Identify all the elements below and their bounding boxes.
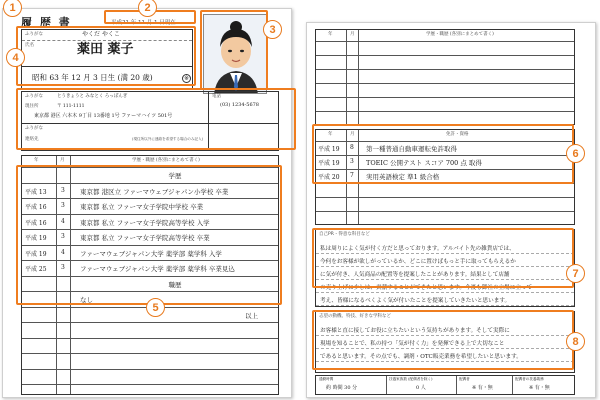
history-row-month: 3 (61, 202, 65, 209)
commute-value: 約 時間 30 分 (326, 385, 358, 391)
history-row-year: 平成 13 (25, 188, 47, 196)
callout-4: 4 (6, 48, 25, 67)
furigana-label: ふりがな (25, 32, 43, 37)
name-value: 薬田 薬子 (77, 42, 134, 57)
highlight-self-pr (312, 228, 574, 288)
self-pr-line: 考え、皆様になるべくよく気が付いたことを提案していきたいと思います。 (320, 298, 511, 304)
license-month: 7 (350, 172, 354, 179)
history-row-text: 学歴 (168, 172, 182, 180)
phone-label: 電話 (212, 94, 221, 99)
self-pr-line: に気が付き、人気商品の配置等を提案したことがあります。結果として店舗 (320, 272, 510, 278)
self-pr-line: の売り上げに少しは、貢献することができたと思います。今後も御社の立場に立って (320, 285, 533, 291)
spouse-duty-value: ※ 有・無 (529, 385, 550, 391)
history-row-text: 職歴 (168, 280, 182, 289)
self-pr-rule (316, 305, 574, 306)
highlight-licenses (312, 124, 574, 184)
zip-code: 〒 111-1111 (57, 104, 85, 109)
continuation-row-line (316, 69, 574, 70)
license-text: TOEIC 公開テスト スコア 700 点 取得 (366, 159, 482, 167)
license-row-line (316, 211, 574, 212)
history-row-month: 4 (61, 217, 65, 225)
self-pr-line: 今何をお客様が欲しがっているか、どこに置けばもっと手に取ってもらえるか (320, 259, 516, 265)
history-row-year: 平成 25 (25, 266, 47, 273)
callout-5: 5 (146, 298, 165, 317)
highlight-name (16, 26, 196, 86)
address-label: 現住所 (25, 104, 39, 109)
history-continuation-table (315, 29, 575, 125)
history-row-text: 東京都 私立 ファーマ女子学院高等学校 卒業 (80, 234, 210, 242)
callout-8: 8 (566, 332, 585, 351)
continuation-row-line (316, 41, 574, 42)
license-header-year: 年 (328, 132, 333, 137)
spouse-duty-label: 配偶者の扶養義務 (515, 377, 544, 381)
history-row-text: ファーマウェブジャパン大学 薬学部 薬学科 卒業見込 (80, 265, 235, 273)
history-row-month: 3 (61, 186, 65, 194)
dependents-value: 0 人 (416, 385, 426, 391)
license-header-month: 月 (350, 132, 355, 137)
self-pr-label: 自己PR・得意な科目など (319, 232, 370, 237)
motive-line: お客様と直に接してお役に立ちたいという気持ちがあります。そして実際に (320, 328, 510, 334)
spouse-value: ※ 有・無 (472, 385, 493, 391)
history-row-text: 東京都 私立 ファーマ女子学院中学校 卒業 (80, 203, 204, 211)
highlight-history (16, 165, 282, 305)
history-row-text: 東京都 私立 ファーマ女子学院高等学校 入学 (80, 218, 210, 227)
motive-line: 現場を知ることで、私の持つ「気が付く力」を発揮できる上で大切なこと (320, 341, 505, 347)
history-row-text: 以上 (245, 311, 258, 320)
history-row-line (22, 322, 278, 323)
highlight-motive (312, 310, 574, 370)
history-row-text: なし (80, 296, 93, 304)
license-month: 3 (350, 158, 354, 165)
motive-label: 志望の動機、特技、好きな学科など (319, 314, 391, 319)
birth-date: 昭和 63 年 12 月 3 日生 (満 20 歳) (32, 73, 153, 82)
license-text: 実用英語検定 準1 級合格 (366, 173, 440, 181)
license-text: 第一種普通自動車運転免許取得 (366, 145, 457, 153)
self-pr-line: 私は周りによく気が付く方だと思っております。アルバイト先の雑貨店では、 (320, 246, 515, 252)
history-header-month: 月 (60, 158, 65, 163)
date-text: 平成21 年 11 月 1 日現在 (111, 20, 176, 26)
name-kana: やくだ やくこ (82, 31, 120, 38)
name-label: 氏名 (25, 43, 34, 48)
continuation-row-line (316, 83, 574, 84)
resume-title: 履 歴 書 (21, 16, 72, 29)
continuation-header-year: 年 (328, 32, 333, 37)
continuation-row-line (316, 97, 574, 98)
history-row-year: 平成 16 (25, 219, 47, 227)
history-row-year: 平成 16 (25, 204, 47, 211)
callout-2: 2 (138, 0, 157, 17)
motive-line: であると思います。その点でも、調剤・OTC販売業務を希望したいと思います。 (320, 354, 522, 360)
history-header-body: 学歴・職歴 (各別にまとめて書く) (132, 158, 200, 163)
history-row-month: 4 (61, 248, 65, 256)
history-row-line (22, 353, 278, 354)
address-kana: とうきょうと みなとく ろっぽんぎ (57, 94, 128, 99)
callout-6: 6 (566, 144, 585, 163)
self-pr-rule (316, 292, 574, 293)
address-furigana-label: ふりがな (25, 94, 43, 99)
dependents-label: 扶養家族数 (配偶者を除く) (389, 377, 433, 381)
spouse-label: 配偶者 (459, 377, 470, 381)
license-year: 平成 19 (318, 160, 340, 167)
continuation-header-month: 月 (350, 32, 355, 37)
commute-label: 通勤時間 (319, 377, 334, 381)
license-year: 平成 19 (318, 146, 340, 153)
callout-1: 1 (3, 0, 22, 17)
history-row-text: 東京都 港区立 ファーマウェブジャパン小学校 卒業 (80, 187, 229, 196)
continuation-row-line (316, 55, 574, 56)
history-header-year: 年 (34, 158, 39, 163)
history-row-year: 平成 19 (25, 235, 47, 242)
continuation-header-body: 学歴・職歴 (各別にまとめて書く) (426, 32, 494, 37)
license-row-line (316, 197, 574, 198)
history-row-month: 3 (61, 233, 65, 240)
highlight-address (16, 88, 296, 150)
license-header-body: 免許・資格 (446, 132, 469, 137)
contact-label: 連絡先 (25, 137, 39, 142)
license-month: 8 (350, 144, 354, 151)
history-row-month: 3 (61, 264, 65, 271)
address-value: 東京都 港区 六本木 9丁目 13番地 1号 ファーマハイツ 501号 (34, 113, 173, 119)
history-row-line (22, 338, 278, 339)
history-row-line (22, 384, 278, 385)
callout-7: 7 (566, 264, 585, 283)
contact-furigana-label: ふりがな (25, 126, 43, 131)
phone-value: (03) 1234-5678 (220, 102, 259, 108)
bottom-info-row (315, 375, 575, 395)
highlight-photo (200, 10, 268, 90)
callout-3: 3 (263, 20, 282, 39)
history-row-year: 平成 19 (25, 250, 47, 258)
contact-note: (現住所以外に連絡を希望する場合のみ記入) (132, 137, 204, 141)
history-row-line (22, 369, 278, 370)
sex-mark: ※ (183, 75, 190, 82)
license-year: 平成 20 (318, 174, 340, 181)
history-row-text: ファーマウェブジャパン大学 薬学部 薬学科 入学 (80, 249, 222, 258)
continuation-row-line (316, 111, 574, 112)
